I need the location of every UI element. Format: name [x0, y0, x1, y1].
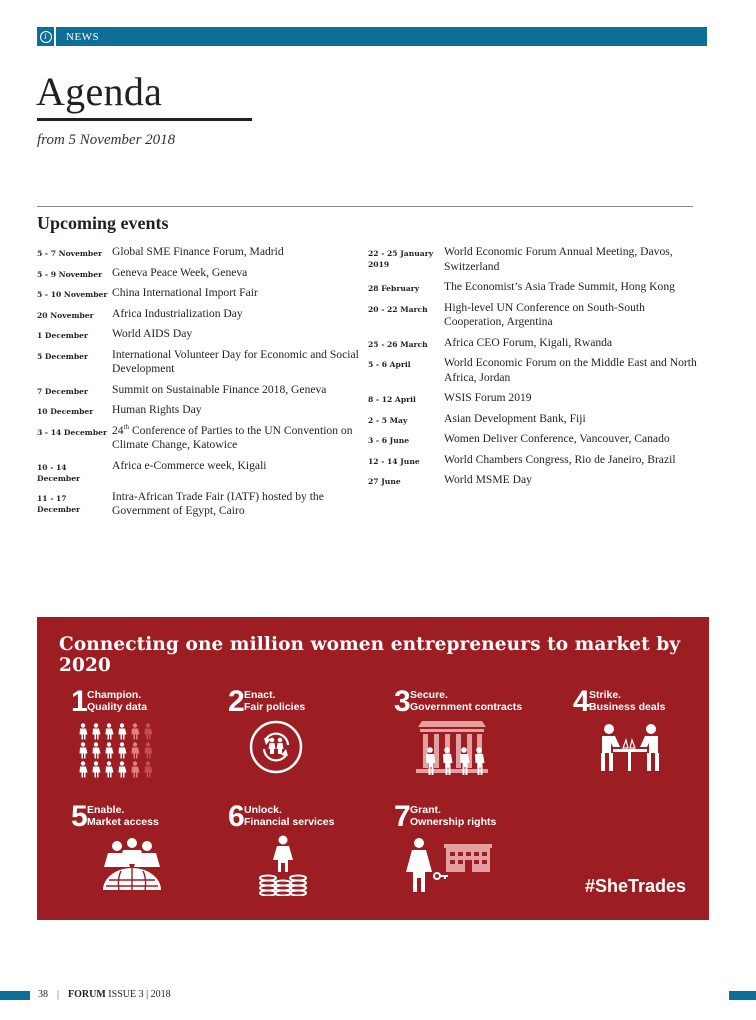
item-label-line2: Ownership rights [410, 815, 497, 828]
event-ordinal: 24 [112, 423, 124, 437]
item-label-line1: Champion. [87, 689, 142, 701]
events-column-right [368, 245, 708, 494]
item-number: 7 [394, 800, 411, 833]
event-date: 10 December [37, 407, 94, 416]
event-date: 28 February [368, 284, 420, 293]
event-item [368, 412, 708, 427]
banner-item-government-contracts [394, 687, 554, 787]
banner-item-ownership-rights [394, 802, 554, 902]
event-date: 12 - 14 June [368, 456, 420, 466]
event-date: 20 - 22 March [368, 304, 428, 314]
event-title: The Economist’s Asia Trade Summit, Hong Kong [444, 280, 675, 293]
event-date: 5 - 10 November [37, 290, 108, 299]
footer-issue: ISSUE 3 [108, 989, 144, 1000]
banner-item-business-deals [573, 687, 703, 787]
event-date: 11 - 17 December [37, 493, 81, 514]
woman-coins-icon [258, 834, 308, 896]
item-label [244, 690, 305, 713]
event-title: WSIS Forum 2019 [444, 391, 532, 404]
event-item [368, 336, 708, 351]
section-label: NEWS [66, 30, 100, 43]
item-label [589, 690, 665, 713]
event-title: High-level UN Conference on South-South Cooperation, Argentina [444, 300, 645, 328]
banner-item-quality-data [71, 687, 211, 787]
title-underline [37, 118, 252, 121]
event-item [37, 307, 362, 322]
event-title: World Economic Forum Annual Meeting, Davos, Switzerland [444, 245, 673, 273]
item-label-line1: Secure. [410, 689, 448, 701]
event-date: 5 - 6 April [368, 360, 411, 369]
item-label-line2: Market access [87, 815, 159, 828]
event-title: Africa Industrialization Day [112, 306, 243, 320]
page-number: 38 [38, 989, 48, 1000]
event-item [368, 473, 708, 488]
event-item [368, 301, 708, 330]
event-title: Africa CEO Forum, Kigali, Rwanda [444, 335, 613, 349]
item-label [244, 805, 334, 828]
item-label-line1: Unlock. [244, 804, 282, 816]
section-header-bar [37, 27, 707, 46]
event-item [37, 327, 362, 342]
event-title: Asian Development Bank, Fiji [444, 411, 586, 425]
item-number: 5 [71, 800, 88, 833]
government-building-icon [410, 717, 494, 779]
women-globe-icon [99, 838, 165, 894]
event-ordinal-suffix: th [123, 422, 130, 431]
banner-item-market-access [71, 802, 211, 902]
event-item [37, 266, 362, 281]
event-title: Geneva Peace Week, Geneva [112, 265, 248, 279]
women-grid-icon [77, 721, 197, 781]
event-date: 7 December [37, 386, 88, 396]
item-number: 4 [573, 685, 590, 718]
event-item [368, 280, 708, 295]
banner-title: Connecting one million women entrepreneurs to market by 2020 [59, 634, 681, 676]
item-number: 6 [228, 800, 245, 833]
item-number: 1 [71, 685, 88, 718]
banner-item-fair-policies [228, 687, 368, 787]
item-label-line2: Fair policies [244, 700, 306, 713]
event-item [37, 490, 362, 519]
event-title: World AIDS Day [112, 327, 193, 340]
page-footer [38, 989, 171, 1000]
event-date: 5 - 9 November [37, 269, 103, 279]
event-title: Women Deliver Conference, Vancouver, Canado [444, 432, 670, 445]
item-label-line1: Strike. [589, 689, 622, 701]
event-title: World Economic Forum on the Middle East and North Africa, Jordan [444, 356, 697, 384]
banner-item-financial-services [228, 802, 368, 902]
event-item [37, 424, 362, 453]
event-date: 25 - 26 March [368, 339, 428, 349]
shetrades-banner [37, 617, 709, 920]
item-label-line1: Grant. [410, 804, 441, 816]
item-number: 3 [394, 685, 411, 718]
upcoming-events-heading: Upcoming events [37, 213, 169, 233]
event-item [37, 383, 362, 398]
item-label [87, 805, 159, 828]
event-title-rest: Conference of Parties to the UN Convention on Climate Change, Katowice [112, 423, 353, 451]
item-label [410, 805, 496, 828]
footer-separator: | [146, 989, 149, 1000]
info-icon: i [40, 31, 52, 43]
event-date: 3 - 6 June [368, 436, 410, 445]
page-title: Agenda [36, 69, 163, 114]
event-item [368, 356, 708, 385]
event-item [37, 348, 362, 377]
event-title: Global SME Finance Forum, Madrid [112, 245, 284, 258]
event-date: 1 December [37, 331, 88, 340]
event-title: Summit on Sustainable Finance 2018, Geneva [112, 382, 327, 396]
event-title: World Chambers Congress, Rio de Janeiro, Brazil [444, 452, 676, 466]
event-date: 20 November [37, 310, 94, 320]
page-subtitle: from 5 November 2018 [37, 132, 176, 148]
item-label-line1: Enact. [244, 689, 276, 701]
event-title: World MSME Day [444, 473, 532, 486]
event-date: 8 - 12 April [368, 395, 416, 404]
woman-key-building-icon [404, 836, 496, 898]
item-label [410, 690, 522, 713]
event-date: 3 - 14 December [37, 427, 107, 437]
event-date: 10 - 14 December [37, 462, 81, 483]
events-column-left [37, 245, 362, 525]
item-label-line2: Government contracts [410, 700, 523, 713]
event-title: Africa e-Commerce week, Kigali [112, 458, 267, 472]
event-title: International Volunteer Day for Economic and Social Development [112, 347, 359, 375]
footer-year: 2018 [150, 989, 171, 1000]
section-divider [37, 206, 693, 207]
event-item [37, 403, 362, 418]
footer-accent-right [729, 991, 756, 1000]
footer-accent-left [0, 991, 30, 1000]
event-title: China International Import Fair [112, 286, 258, 299]
item-label-line2: Business deals [589, 700, 666, 713]
event-item [37, 245, 362, 260]
business-meeting-icon [597, 723, 663, 773]
event-title: Human Rights Day [112, 403, 202, 416]
event-item [368, 391, 708, 406]
event-title: Intra-African Trade Fair (IATF) hosted by the Government of Egypt, Cairo [112, 489, 324, 517]
item-number: 2 [228, 685, 245, 718]
event-date: 5 - 7 November [37, 249, 103, 258]
item-label-line2: Quality data [87, 700, 148, 713]
policy-cycle-icon [248, 719, 304, 775]
event-date: 22 - 25 January 2019 [368, 249, 434, 269]
event-date: 27 June [368, 477, 401, 486]
item-label [87, 690, 147, 713]
item-label-line1: Enable. [87, 804, 125, 816]
info-icon-box [37, 27, 56, 46]
event-item [37, 286, 362, 301]
hashtag-label: #SheTrades [585, 876, 687, 896]
footer-brand: FORUM [68, 989, 106, 1000]
event-date: 5 December [37, 351, 88, 361]
event-item [368, 432, 708, 447]
event-item [37, 459, 362, 484]
event-item [368, 453, 708, 468]
item-label-line2: Financial services [244, 815, 335, 828]
footer-separator: | [57, 989, 60, 1000]
event-item [368, 245, 708, 274]
event-date: 2 - 5 May [368, 415, 408, 425]
event-title [112, 424, 362, 453]
